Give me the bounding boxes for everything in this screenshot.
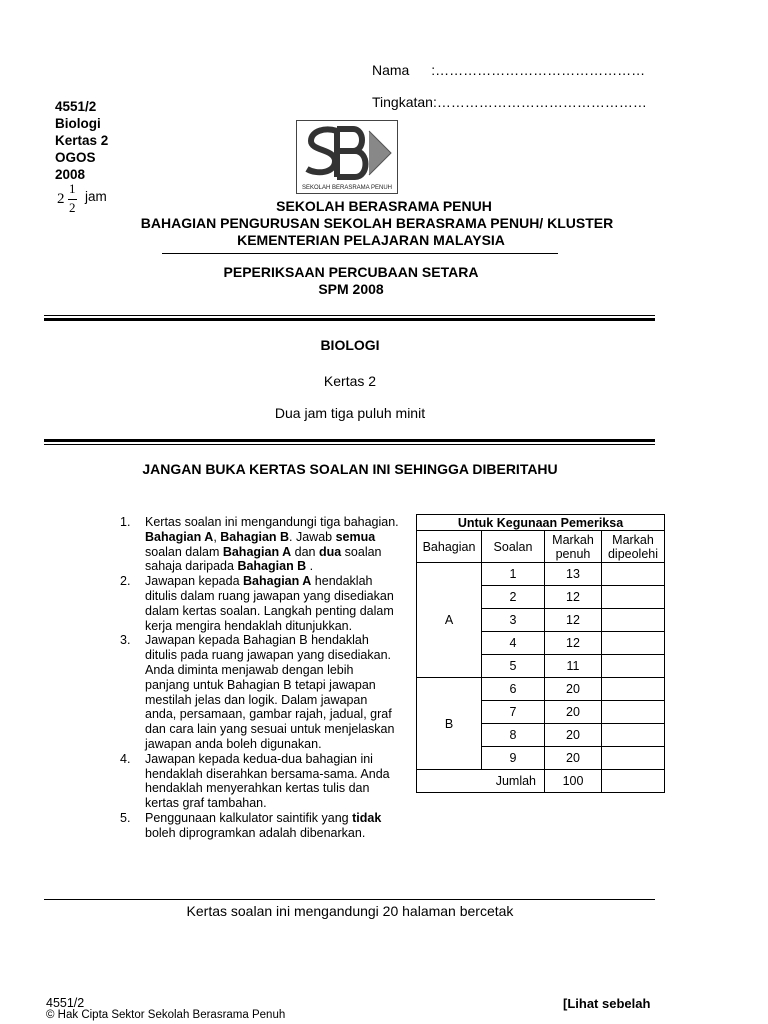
paper-subject: Biologi (55, 116, 101, 131)
org-underline (162, 253, 558, 254)
marks-obtained-cell[interactable] (602, 678, 665, 701)
turn-over-note: [Lihat sebelah (563, 996, 651, 1011)
footer-code: 4551/2 (46, 996, 85, 1010)
logo-caption: SEKOLAH BERASRAMA PENUH (301, 185, 393, 191)
total-label: Jumlah (417, 770, 545, 793)
marks-obtained-cell[interactable] (602, 701, 665, 724)
instruction-item: 1. Kertas soalan ini mengandungi tiga bahagian. Bahagian A, Bahagian B. Jawab semua soalan dalam Bahagian A dan dua soalan sahaja daripada Bahagian B . (120, 515, 399, 574)
duration-whole: 2 (57, 191, 65, 207)
table-row: A 1 13 (417, 563, 665, 586)
duration-numerator: 1 (69, 181, 76, 196)
instruction-item: 5. Penggunaan kalkulator saintifik yang tidak boleh diprogramkan adalah dibenarkan. (120, 810, 382, 840)
total-value: 100 (545, 770, 602, 793)
duration-unit: jam (85, 189, 107, 204)
form-blank: ……………………………………… (436, 94, 647, 110)
paper-code: 4551/2 (55, 99, 97, 114)
instructions-list (120, 515, 400, 841)
marks-obtained-cell[interactable] (602, 586, 665, 609)
exam-title: PEPERIKSAAN PERCUBAAN SETARA (223, 264, 479, 280)
org-line-1: SEKOLAH BERASRAMA PENUH (276, 198, 492, 214)
paper-year: 2008 (55, 167, 86, 182)
name-label: Nama (372, 62, 410, 78)
divider-top-thin (44, 315, 655, 316)
marks-obtained-cell[interactable] (602, 655, 665, 678)
paper-number: Kertas 2 (55, 133, 109, 148)
examiner-marks-table (416, 514, 665, 793)
table-row: 4 12 (417, 632, 665, 655)
column-header: Markah penuh (545, 531, 602, 563)
footer-copyright: © Hak Cipta Sektor Sekolah Berasrama Penuh (46, 1009, 286, 1021)
marks-obtained-cell[interactable] (602, 632, 665, 655)
column-header: Soalan (482, 531, 545, 563)
duration-denominator: 2 (69, 200, 76, 215)
table-row: 7 20 (417, 701, 665, 724)
table-row: 3 12 (417, 609, 665, 632)
school-logo (296, 120, 398, 194)
marks-obtained-cell[interactable] (602, 724, 665, 747)
paper-month: OGOS (55, 150, 96, 165)
footer-divider (44, 899, 655, 900)
column-header: Bahagian (417, 531, 482, 563)
section-cell: B (417, 678, 482, 770)
paper-heading: Kertas 2 (323, 373, 377, 389)
exam-year: SPM 2008 (318, 281, 384, 297)
table-row: 9 20 (417, 747, 665, 770)
table-row: B 6 20 (417, 678, 665, 701)
divider-top-thick (44, 318, 655, 321)
marks-obtained-cell[interactable] (602, 747, 665, 770)
table-row: 2 12 (417, 586, 665, 609)
section-cell: A (417, 563, 482, 678)
instruction-item: 2. Jawapan kepada Bahagian A hendaklah ditulis dalam ruang jawapan yang disediakan dalam kertas soalan. Langkah penting dalam kerja mengira hendaklah ditunjukkan. (120, 574, 394, 633)
table-total-row (417, 770, 665, 793)
name-field (372, 62, 645, 78)
instruction-item: 4. Jawapan kepada kedua-dua bahagian ini hendaklah diserahkan bersama-sama. Anda hendaklah menyerahkan kertas tulis dan kertas graf tambahan. (120, 751, 390, 811)
subject-heading: BIOLOGI (320, 337, 380, 353)
page-count-note: Kertas soalan ini mengandungi 20 halaman bercetak (186, 903, 514, 919)
form-label: Tingkatan: (372, 94, 437, 110)
divider-mid-thin (44, 444, 655, 445)
org-line-2: BAHAGIAN PENGURUSAN SEKOLAH BERASRAMA PENUH/ KLUSTER (140, 215, 614, 231)
sbp-logo-icon (297, 121, 397, 185)
table-header-row (417, 531, 665, 563)
warning-heading: JANGAN BUKA KERTAS SOALAN INI SEHINGGA DIBERITAHU (142, 461, 558, 477)
total-obtained-cell[interactable] (602, 770, 665, 793)
name-blank: :……………………………………… (431, 62, 646, 78)
duration-heading: Dua jam tiga puluh minit (274, 405, 426, 421)
form-field (372, 94, 647, 110)
column-header: Markah dipeolehi (602, 531, 665, 563)
marks-obtained-cell[interactable] (602, 563, 665, 586)
table-row: 5 11 (417, 655, 665, 678)
org-line-3: KEMENTERIAN PELAJARAN MALAYSIA (237, 232, 505, 248)
table-row: 8 20 (417, 724, 665, 747)
paper-info (55, 98, 108, 183)
divider-mid-thick (44, 439, 655, 442)
instruction-item: 3. Jawapan kepada Bahagian B hendaklah ditulis pada ruang jawapan yang disediakan. Anda diminta menjawab dengan lebih panjang untuk Bahagian B tetapi jawapan mestilah jelas dan logik. Dalam jawapan anda, persamaan, gambar rajah, jadual, graf dan cara lain yang sesuai untuk menjelaskan jawapan anda boleh digunakan. (120, 633, 395, 751)
table-caption: Untuk Kegunaan Pemeriksa (417, 515, 665, 531)
marks-obtained-cell[interactable] (602, 609, 665, 632)
